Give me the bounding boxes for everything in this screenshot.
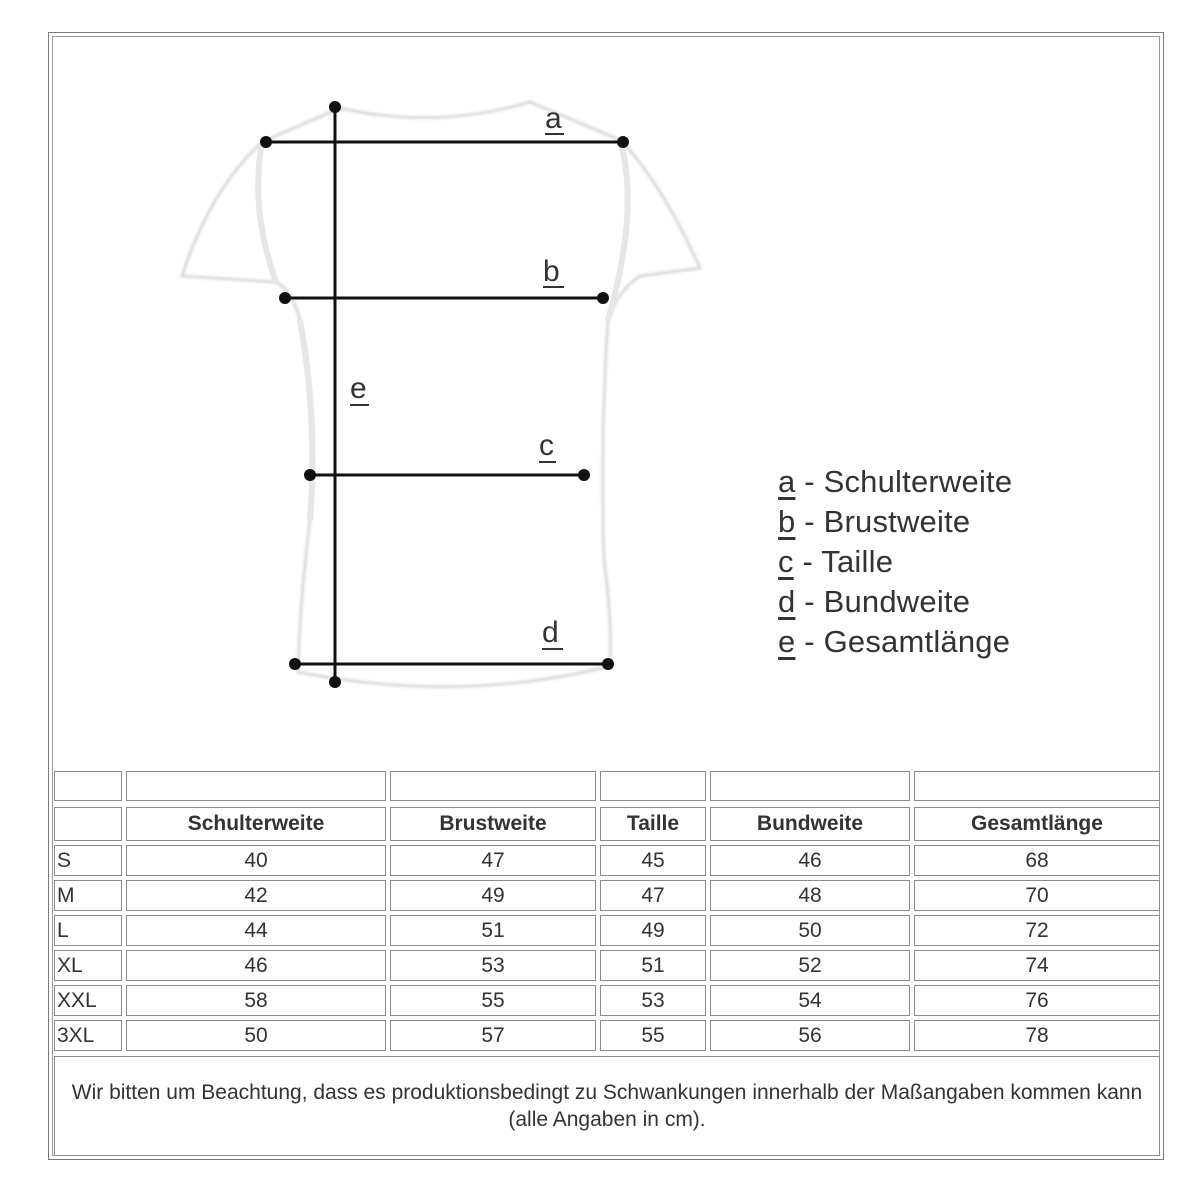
table-value-cell: 50 [710, 915, 910, 946]
table-value-cell: 54 [710, 985, 910, 1016]
table-header-cell [54, 807, 122, 841]
table-spacer-cell [390, 771, 596, 801]
table-value-cell: 49 [600, 915, 706, 946]
measurement-legend [778, 462, 1012, 662]
size-label-cell: M [54, 880, 122, 911]
diagram-label-c: c [539, 429, 554, 462]
table-spacer-cell [914, 771, 1160, 801]
table-header-cell: Bundweite [710, 807, 910, 841]
disclaimer-note: Wir bitten um Beachtung, dass es produktionsbedingt zu Schwankungen innerhalb der Maßangaben kommen kann (alle Angaben in cm). [54, 1056, 1160, 1156]
table-value-cell: 47 [390, 845, 596, 876]
size-label-cell: XL [54, 950, 122, 981]
legend-item-e: e - Gesamtlänge [778, 624, 1011, 659]
table-value-cell: 46 [126, 950, 386, 981]
table-spacer-cell [600, 771, 706, 801]
table-value-cell: 40 [126, 845, 386, 876]
table-value-cell: 45 [600, 845, 706, 876]
table-value-cell: 53 [390, 950, 596, 981]
diagram-label-a: a [545, 102, 562, 135]
table-value-cell: 52 [710, 950, 910, 981]
table-value-cell: 78 [914, 1020, 1160, 1051]
diagram-label-b: b [543, 255, 560, 288]
table-value-cell: 55 [600, 1020, 706, 1051]
table-value-cell: 48 [710, 880, 910, 911]
table-value-cell: 44 [126, 915, 386, 946]
table-value-cell: 70 [914, 880, 1160, 911]
table-header-cell: Taille [600, 807, 706, 841]
table-value-cell: 51 [600, 950, 706, 981]
size-label-cell: 3XL [54, 1020, 122, 1051]
size-label-cell: L [54, 915, 122, 946]
table-value-cell: 72 [914, 915, 1160, 946]
table-value-cell: 42 [126, 880, 386, 911]
diagram-label-d: d [542, 616, 559, 649]
table-value-cell: 53 [600, 985, 706, 1016]
legend-item-c: c - Taille [778, 544, 894, 579]
table-spacer-cell [54, 771, 122, 801]
table-value-cell: 76 [914, 985, 1160, 1016]
table-value-cell: 58 [126, 985, 386, 1016]
table-value-cell: 46 [710, 845, 910, 876]
table-value-cell: 50 [126, 1020, 386, 1051]
legend-item-b: b - Brustweite [778, 504, 971, 539]
table-value-cell: 68 [914, 845, 1160, 876]
size-label-cell: S [54, 845, 122, 876]
table-value-cell: 47 [600, 880, 706, 911]
table-value-cell: 56 [710, 1020, 910, 1051]
legend-item-d: d - Bundweite [778, 584, 971, 619]
table-value-cell: 51 [390, 915, 596, 946]
diagram-label-e: e [350, 372, 367, 405]
table-spacer-cell [126, 771, 386, 801]
table-value-cell: 74 [914, 950, 1160, 981]
table-header-cell: Gesamtlänge [914, 807, 1160, 841]
table-header-cell: Brustweite [390, 807, 596, 841]
table-spacer-cell [710, 771, 910, 801]
table-value-cell: 49 [390, 880, 596, 911]
table-value-cell: 57 [390, 1020, 596, 1051]
legend-item-a: a - Schulterweite [778, 464, 1013, 499]
table-header-cell: Schulterweite [126, 807, 386, 841]
size-label-cell: XXL [54, 985, 122, 1016]
table-value-cell: 55 [390, 985, 596, 1016]
